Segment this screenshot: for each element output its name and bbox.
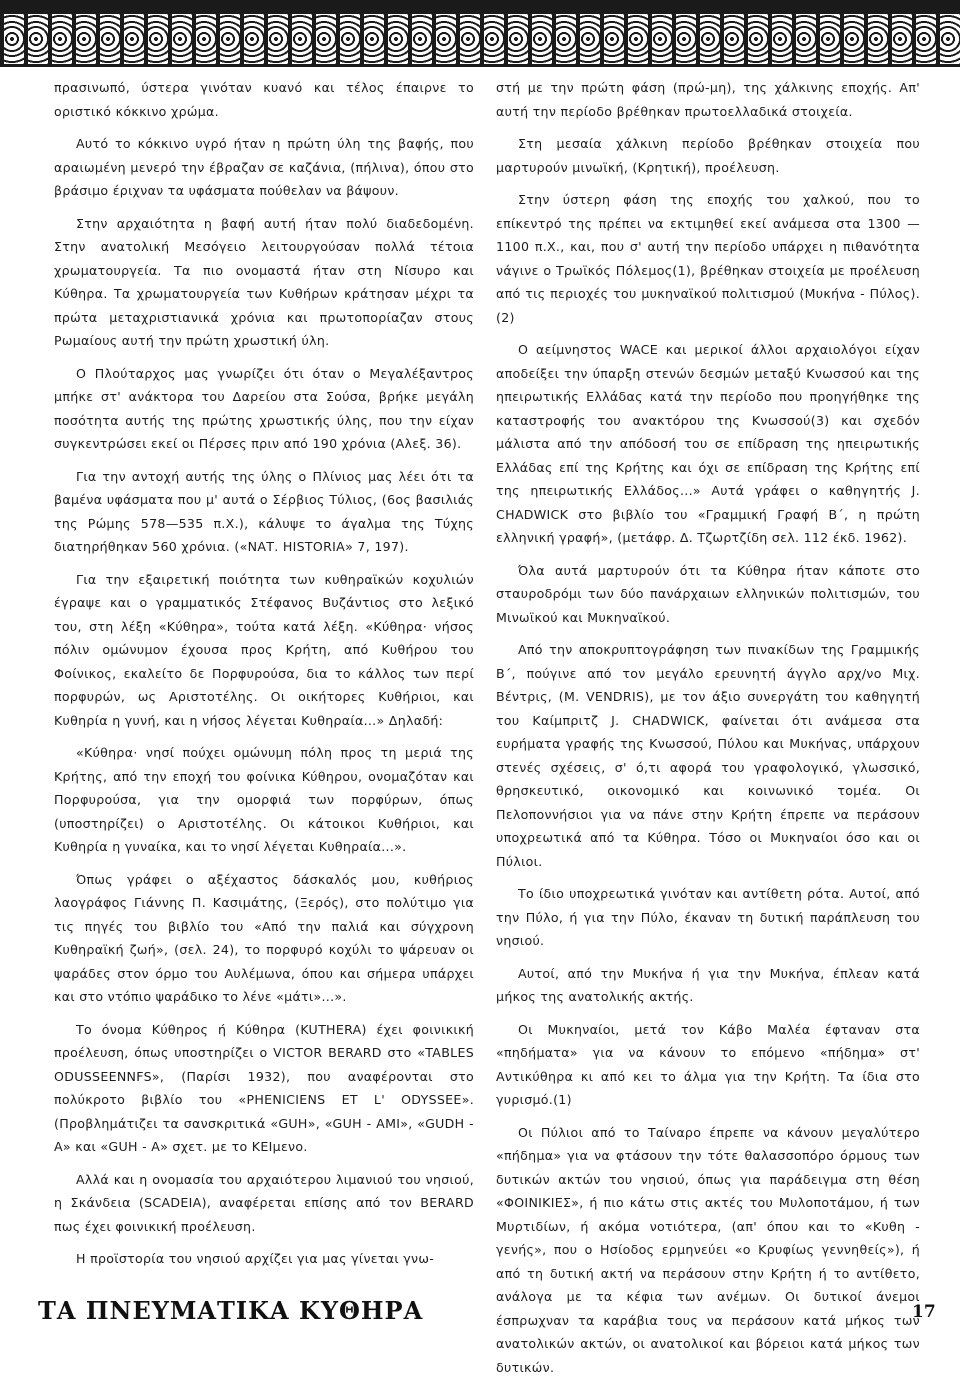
paragraph: Το ίδιο υποχρεωτικά γινόταν και αντίθετη ρότα. Αυτοί, από την Πύλο, ή για την Πύλο, έκαναν τη δυτική παράπλευση του νησιού. [496, 882, 920, 953]
paragraph: Ο αείμνηστος WACE και μερικοί άλλοι αρχαιολόγοι είχαν αποδείξει την ύπαρξη στενών δεσμών μεταξύ Κνωσσού και της ηπειρωτικής Ελλάδας κατά την περίοδο που προηγήθηκε της καταστροφής του ανακτόρου της Κνωσσού(3) και σχεδόν μάλιστα από την απόδοσή του σε επίδραση της ηπειρωτικής Ελλάδας επί της Κρήτης και όχι σε επίδραση της Κρήτης επί της ηπειρωτικής Ελλάδος...» Αυτά γράφει ο καθηγητής J. CHADWICK στο βιβλίο του «Γραμμική Γραφή Β΄, η πρώτη ελληνική γραφή», (μετάφρ. Δ. Τζωρτζίδη σελ. 112 έκδ. 1962). [496, 338, 920, 550]
paragraph: Για την εξαιρετική ποιότητα των κυθηραϊκών κοχυλιών έγραψε και ο γραμματικός Στέφανος Βυζάντιος στο λεξικό του, στη λέξη «Κύθηρα», τούτα κατά λέξη. «Κύθηρα· νήσος πόλιν ομώνυμον έχουσα προς Κρήτη, από Κυθήρου του Φοίνικος, εκαλείτο δε Πορφυρούσα, δια το κάλλος των περί πορφυρών, ως Αριστοτέλης. Οι οικήτορες Κυθήριοι, και Κυθηρία η γυνή, και η νήσος λέγεται Κυθηραία...» Δηλαδή: [54, 568, 474, 733]
paragraph: στή με την πρώτη φάση (πρώ-μη), της χάλκινης εποχής. Απ' αυτή την περίοδο βρέθηκαν πρωτοελλαδικά στοιχεία. [496, 76, 920, 123]
paragraph: πρασινωπό, ύστερα γινόταν κυανό και τέλος έπαιρνε το οριστικό κόκκινο χρώμα. [54, 76, 474, 123]
border-bottom-line [0, 64, 960, 67]
decorative-border [0, 0, 960, 66]
right-column [496, 76, 920, 1379]
paragraph: Αυτοί, από την Μυκήνα ή για την Μυκήνα, έπλεαν κατά μήκος της ανατολικής ακτής. [496, 962, 920, 1009]
publication-title: ΤΑ ΠΝΕΥΜΑΤΙΚΑ ΚΥΘΗΡΑ [38, 1296, 423, 1325]
left-column [54, 76, 474, 1271]
paragraph: Οι Πύλιοι από το Ταίναρο έπρεπε να κάνουν μεγαλύτερο «πήδημα» για να φτάσουν την τότε θαλασσοπόρο όρμους των δυτικών ακτών του νησιού, όπως για παράδειγμα στη θέση «ΦΟΙΝΙΚΙΕΣ», ή πιο κάτω στις ακτές του Μυλοποτάμου, ή των Μυρτιδίων, ή ακόμα νοτιότερα, (απ' όπου και το «Κυθη - γενής», που ο Ησίοδος ερμηνεύει «ο Κρυφίως γεννηθείς»), ή από τη δυτική ακτή να περάσουν στην Κρήτη ή το αντίθετο, ανάλογα με τα κέφια των ανέμων. Οι δυτικοί άνεμοι έσπρωχναν τα καράβια τους να περάσουν κατά μήκος των ανατολικών ακτών, οι ανατολικοί και βόρειοι κατά μήκος των δυτικών. [496, 1121, 920, 1379]
paragraph: Στη μεσαία χάλκινη περίοδο βρέθηκαν στοιχεία που μαρτυρούν μινωϊκή, (Κρητική), προέλευση. [496, 132, 920, 179]
paragraph: Αυτό το κόκκινο υγρό ήταν η πρώτη ύλη της βαφής, που αραιωμένη μενερό την έβραζαν σε καζάνια, (πήλινα), όπου στο βράσιμο έριχναν τα υφάσματα πούθελαν να βάψουν. [54, 132, 474, 203]
paragraph: Όλα αυτά μαρτυρούν ότι τα Κύθηρα ήταν κάποτε στο σταυροδρόμι των δύο πανάρχαιων ελληνικών πολιτισμών, του Μινωϊκού και Μυκηναϊκού. [496, 559, 920, 630]
paragraph: Οι Μυκηναίοι, μετά τον Κάβο Μαλέα έφταναν στα «πηδήματα» για να κάνουν το επόμενο «πήδημα» στ' Αντικύθηρα κι από κει το άλμα για την Κρήτη. Τα ίδια στο γυρισμό.(1) [496, 1018, 920, 1112]
paragraph: Από την αποκρυπτογράφηση των πινακίδων της Γραμμικής Β΄, πούγινε από τον μεγάλο ερευνητή άγγλο αρχ/νο Μιχ. Βέντρις, (M. VENDRIS), με τον άξιο συνεργάτη του καθηγητή του Καίμπριτζ J. CHADWICK, φαίνεται ότι ανάμεσα στα ευρήματα γραφής της Κνωσσού, Πύλου και Μυκήνας, υπάρχουν στενές σχέσεις, σ' ό,τι αφορά του γραφολογικό, γλωσσικό, θρησκευτικό, οικονομικό και κοινωνικό τομέα. Οι Πελοποννήσιοι για να πάνε στην Κρήτη έπρεπε να περάσουν υποχρεωτικά από τα Κύθηρα. Τόσο οι Μυκηναίοι όσο και οι Πύλιοι. [496, 638, 920, 873]
paragraph: Το όνομα Κύθηρος ή Κύθηρα (KUTHERA) έχει φοινικική προέλευση, όπως υποστηρίζει ο VICTOR BERARD στο «TABLES ODUSSEENNFS», (Παρίσι 1932), που αναφέρονται στο πολύκροτο βιβλίο του «PHENICIENS ET L' ODYSSEE». (Προβλημάτιζει τα σανσκριτικά «GUH», «GUH - AMI», «GUDH - A» και «GUH - A» σχετ. με το ΚΕΙμενο. [54, 1018, 474, 1159]
paragraph: Αλλά και η ονομασία του αρχαιότερου λιμανιού του νησιού, η Σκάνδεια (SCADEIA), αναφέρεται επίσης από τον BERARD πως έχει φοινικική προέλευση. [54, 1168, 474, 1239]
border-top-band [0, 0, 960, 14]
paragraph: Ο Πλούταρχος μας γνωρίζει ότι όταν ο Μεγαλέξαντρος μπήκε στ' ανάκτορα του Δαρείου στα Σούσα, βρήκε μεγάλη ποσότητα αυτής της πρώτης χρωστικής ύλης, που την είχαν συγκεντρώσει εκεί οι Πέρσες πριν από 190 χρόνια (Αλεξ. 36). [54, 362, 474, 456]
paragraph: Για την αντοχή αυτής της ύλης ο Πλίνιος μας λέει ότι τα βαμένα υφάσματα που μ' αυτά ο Σέρβιος Τύλιος, (6ος βασιλιάς της Ρώμης 578—535 π.Χ.), κάλυψε το άγαλμα της Τύχης διατηρήθηκαν 560 χρόνια. («ΝΑΤ. HISTORIA» 7, 197). [54, 465, 474, 559]
paragraph: Η προϊστορία του νησιού αρχίζει για μας γίνεται γνω- [54, 1247, 474, 1271]
paragraph: Στην ύστερη φάση της εποχής του χαλκού, που το επίκεντρό της πρέπει να εκτιμηθεί εκεί ανάμεσα στα 1300 — 1100 π.Χ., και, που σ' αυτή την περίοδο υπάρχει η πιθανότητα νάγινε ο Τρωϊκός Πόλεμος(1), βρέθηκαν στοιχεία με προέλευση από τις περιοχές του μυκηναϊκού πολιτισμού (Μυκήνα - Πύλος).(2) [496, 188, 920, 329]
page-number: 17 [912, 1302, 936, 1322]
paragraph: Όπως γράφει ο αξέχαστος δάσκαλός μου, κυθήριος λαογράφος Γιάννης Π. Κασιμάτης, (Ξερός), στο πολύτιμο για τις πηγές του βιβλίο του «Από την παλιά και σύγχρονη Κυθηραϊκή ζωή», (σελ. 24), το πορφυρό κοχύλι το ψάρευαν οι ψαράδες στον όρμο του Αυλέμωνα, όπου και σήμερα υπάρχει και στο ντόπιο ψαράδικο το λένε «μάτι»...». [54, 868, 474, 1009]
paragraph: «Κύθηρα· νησί πούχει ομώνυμη πόλη προς τη μεριά της Κρήτης, από την εποχή του φοίνικα Κύθηρου, ονομαζόταν και Πορφυρούσα, για την ομορφιά των πορφύρων, όπως (υποστηρίζει) ο Αριστοτέλης. Οι κάτοικοι Κυθήριοι, και Κυθηρία η γυναίκα, και το νησί λέγεται Κυθηραία...». [54, 741, 474, 859]
paragraph: Στην αρχαιότητα η βαφή αυτή ήταν πολύ διαδεδομένη. Στην ανατολική Μεσόγειο λειτουργούσαν πολλά τέτοια χρωματουργεία. Τα πιο ονομαστά ήταν στη Νίσυρο και Κύθηρα. Τα χρωματουργεία των Κυθήρων κράτησαν μέχρι τα πρώτα μεταχριστιανικά χρόνια και πρωτοπορίαζαν στους Ρωμαίους αυτή την πρώτη χρωστική ύλη. [54, 212, 474, 353]
border-ornament-band [0, 14, 960, 64]
